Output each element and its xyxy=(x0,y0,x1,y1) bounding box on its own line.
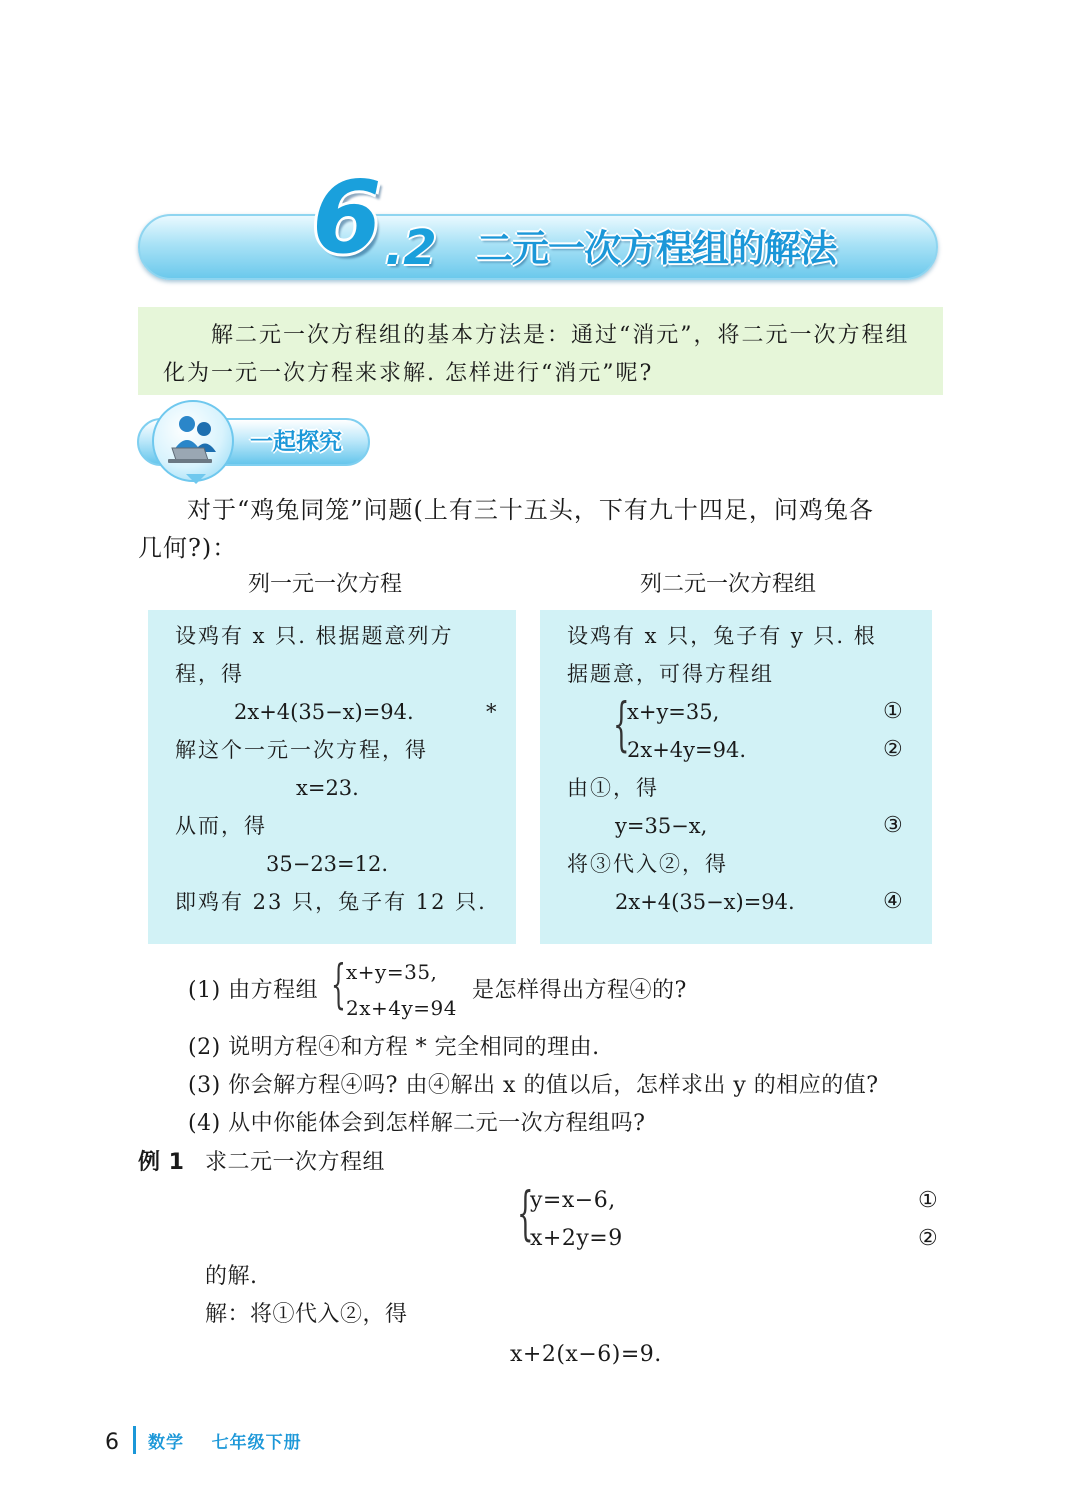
right-equation-3: y=35−x, xyxy=(615,814,708,838)
left-text-2: 程，得 xyxy=(175,662,244,686)
example-marker-2: ② xyxy=(918,1226,939,1251)
question-3: (3) 你会解方程④吗? 由④解出 x 的值以后，怎样求出 y 的相应的值? xyxy=(188,1073,879,1098)
marker-3: ③ xyxy=(883,813,903,838)
marker-2: ② xyxy=(883,737,903,762)
left-equation-3: 35−23=12. xyxy=(266,852,389,876)
marker-4: ④ xyxy=(883,889,903,914)
right-text-2: 据题意，可得方程组 xyxy=(567,662,774,686)
example-text: 求二元一次方程组 xyxy=(205,1150,386,1175)
left-text-3: 解这个一元一次方程，得 xyxy=(175,738,428,762)
question-1-suffix: 是怎样得出方程④的? xyxy=(472,978,687,1003)
right-text-3: 由①，得 xyxy=(567,776,659,800)
left-equation-1: 2x+4(35−x)=94. xyxy=(234,700,414,724)
right-system-eq-1: x+y=35, xyxy=(627,700,720,724)
system-brace: { xyxy=(613,690,630,758)
left-equation-2: x=23. xyxy=(296,776,359,800)
problem-line-1: 对于“鸡兔同笼”问题(上有三十五头，下有九十四足，问鸡兔各 xyxy=(187,496,874,524)
explore-pointer xyxy=(186,474,206,484)
people-at-laptop-icon xyxy=(154,402,232,480)
example-system-1: y=x−6, xyxy=(530,1188,616,1213)
question-1-system-1: x+y=35, xyxy=(346,960,438,984)
left-column-title: 列一元一次方程 xyxy=(248,572,403,597)
question-1-brace: { xyxy=(331,955,346,1015)
section-number: 6 xyxy=(312,159,382,276)
question-2: (2) 说明方程④和方程 * 完全相同的理由. xyxy=(188,1035,600,1060)
right-column-title: 列二元一次方程组 xyxy=(640,572,817,597)
left-equation-star: * xyxy=(486,700,499,724)
right-equation-4: 2x+4(35−x)=94. xyxy=(615,890,795,914)
section-title: 二元一次方程组的解法 xyxy=(476,227,836,270)
question-1-prefix: (1) 由方程组 xyxy=(188,978,319,1003)
footer-divider xyxy=(133,1426,136,1454)
example-system-2: x+2y=9 xyxy=(530,1226,623,1251)
solution-equation: x+2(x−6)=9. xyxy=(510,1342,662,1367)
example-brace: { xyxy=(517,1179,534,1247)
left-text-5: 即鸡有 23 只，兔子有 12 只. xyxy=(175,890,487,914)
explore-label: 一起探究 xyxy=(250,429,342,455)
question-4: (4) 从中你能体会到怎样解二元一次方程组吗? xyxy=(188,1111,646,1136)
solution-text: 解：将①代入②，得 xyxy=(205,1302,408,1327)
intro-line-1: 解二元一次方程组的基本方法是：通过“消元”，将二元一次方程组 xyxy=(211,323,910,348)
right-text-1: 设鸡有 x 只，兔子有 y 只. 根 xyxy=(567,624,877,648)
intro-line-2: 化为一元一次方程来求解. 怎样进行“消元”呢? xyxy=(163,361,654,386)
page-number: 6 xyxy=(105,1430,119,1455)
book-title: 数学 七年级下册 xyxy=(148,1433,302,1453)
left-column-box xyxy=(148,610,516,944)
left-text-1: 设鸡有 x 只. 根据题意列方 xyxy=(175,624,454,648)
example-marker-1: ① xyxy=(918,1188,939,1213)
example-label: 例 1 xyxy=(138,1150,185,1175)
right-column-box xyxy=(540,610,932,944)
question-1-system-2: 2x+4y=94 xyxy=(346,996,457,1020)
section-subnumber: .2 xyxy=(385,220,437,276)
example-after: 的解. xyxy=(205,1264,258,1289)
left-text-4: 从而，得 xyxy=(175,814,267,838)
explore-icon-circle xyxy=(152,400,234,482)
intro-box xyxy=(138,307,943,395)
marker-1: ① xyxy=(883,699,903,724)
right-text-4: 将③代入②，得 xyxy=(567,852,728,876)
right-system-eq-2: 2x+4y=94. xyxy=(627,738,747,762)
problem-line-2: 几何?)： xyxy=(138,534,238,562)
